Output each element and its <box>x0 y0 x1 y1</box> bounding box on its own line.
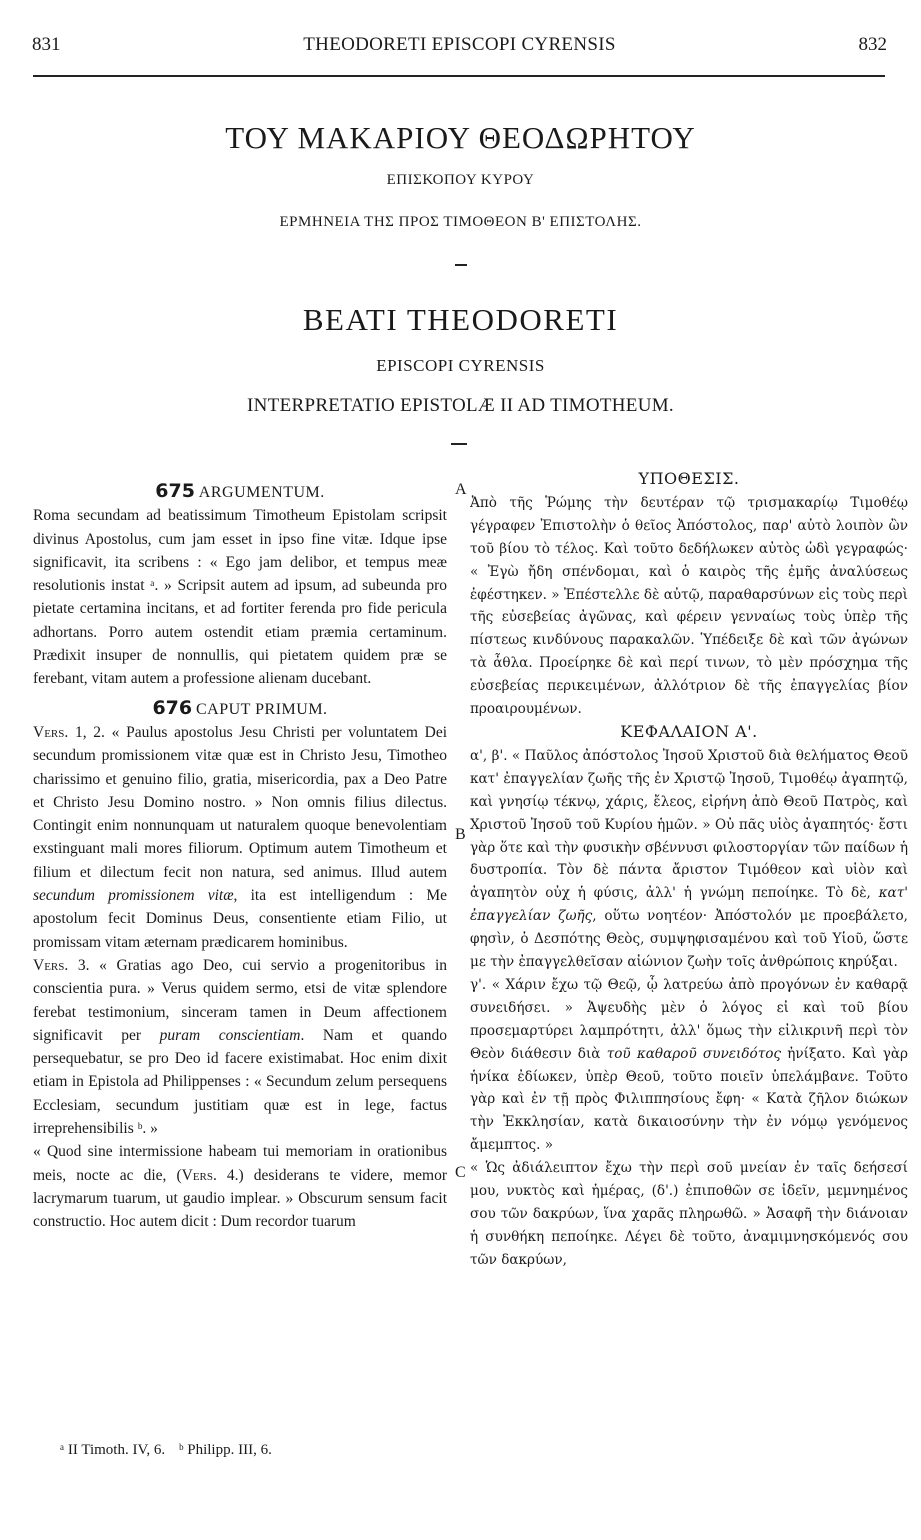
latin-work-title: INTERPRETATIO EPISTOLÆ II AD TIMOTHEUM. <box>247 395 674 416</box>
greek-column <box>470 468 908 1272</box>
verse-d-label: δ'. <box>656 1183 674 1200</box>
verse-g-text-a: « Χάριν ἔχω τῷ Θεῷ, ᾧ λατρεύω ἀπὸ προγόνων ἐν καθαρᾷ συνειδήσει. » Ἀψευδὴς μὲν ὁ λόγος εἰ καὶ τοῦ βίου προσεμαρτύρει λαμπρότητι, ἀλλ' ὅμως τὴν εἰλικρινῆ περὶ τὸν Θεὸν διάθεσιν διὰ <box>470 976 909 1062</box>
page-number-right: 832 <box>858 34 887 55</box>
argumentum-text: Roma secundam ad beatissimum Timotheum Epistolam scripsit divinus Apostolus, cum jam esset in ipso fine vitæ. Idque ipse significavit, ita scribens : « Ego jam delibor, et tempus meæ resolutionis instat ᵃ. » Scripsit autem ad ipsum, ad subeunda pro pietate certamina incitans, et ad fortiter ferenda pro fide pericula adhortans. Porro autem ostendit etiam præmia certaminum. Prædixit insuper de nonnullis, qui pietatem quidem præ se ferebant, vitam autem a professione alienam ducebant. <box>33 507 447 688</box>
hypothesis-label: ΥΠΟΘΕΣΙΣ. <box>638 469 740 488</box>
verse-4-text-b: ) desiderans te videre, memor lacrymarum tuarum, ut gaudio implear. » Obscurum sensum facit constructio. Hoc autem dicit : Dum recordor tuarum <box>33 1166 447 1231</box>
verse-ab-italic: κατ' ἐπαγγελίαν ζωῆς <box>470 885 908 925</box>
footnotes <box>60 1442 282 1459</box>
chapter-heading <box>470 721 908 745</box>
page-number-left: 831 <box>32 34 61 55</box>
verse-ab-label: α', β'. <box>470 747 508 764</box>
verse-1-quote: « Paulus apostolus Jesu Christi per voluntatem Dei secundum promissionem vitæ quæ est in Christo Jesu, Timotheo charissimo et genuino filio, gratia, misericordia, pax a Deo Patre et Christo Jesu Domino nostro. » <box>33 723 448 811</box>
margin-letter-a: A <box>455 481 467 498</box>
caput-label: CAPUT PRIMUM. <box>195 700 328 718</box>
verse-3-commentary-b: . Nam et quando persequebatur, se pro Deo id facere existimabat. Hoc enim dixit etiam in Epistola ad Philippenses : « Secundum zelum persequens Ecclesiam, secundum justitiam quæ est in lege, factus irreprehensibilis ᵇ. » <box>33 1026 447 1138</box>
hypothesis-text: Ἀπὸ τῆς Ῥώμης τὴν δευτέραν τῷ τρισμακαρίῳ Τιμοθέῳ γέγραφεν Ἐπιστολὴν ὁ θεῖος Ἀπόστολος, παρ' αὐτὸ λοιπὸν ὢν τοῦ βίου τὸ τέλος. Καὶ τοῦτο δεδήλωκεν αὐτὸς ὡδὶ γεγραφώς· « Ἐγὼ ἤδη σπένδομαι, καὶ ὁ καιρὸς τῆς ἐμῆς ἀναλύσεως ἐφέστηκεν. » Ἐπέστελλε δὲ αὐτῷ, παραθαρσύνων εἰς τοὺς περὶ τῆς εὐσεβείας ἀγῶνας, καὶ φέρειν γενναίως τοὺς ὑπὲρ τῆς πίστεως κινδύνους παρακαλῶν. Ὑπέδειξε δὲ καὶ τῶν ἀγώνων τὰ ἆθλα. Προείρηκε δὲ καὶ περί τινων, τὸ μὲν πρόσχημα τῆς εὐσεβείας περικειμένων, ἀλλότριον δὲ τῆς ἐπαγγελίας βίον προαιρουμένων. <box>470 494 909 718</box>
verse-ab-text-b: , οὕτω νοητέον· Ἀπόστολόν με προεβάλετο, φησὶν, ὁ Δεσπότης Θεὸς, συμψηφισαμένου καὶ τοῦ Υἱοῦ, ὥστε με τὴν ἐπαγγελθεῖσαν αἰώνιον ζωὴν τοῖς ἀνθρώποις κηρύξαι. <box>470 908 909 971</box>
header-rule <box>33 75 885 77</box>
running-title: THEODORETI EPISCOPI CYRENSIS <box>303 34 616 55</box>
running-head <box>32 34 887 60</box>
verse-4-label: Vers. 4. <box>181 1166 239 1184</box>
hypothesis-heading <box>470 468 908 492</box>
caput-heading <box>33 697 447 721</box>
verse-4-text-a: « Quod sine intermissione habeam tui memoriam in orationibus meis, nocte ac die, ( <box>33 1143 447 1184</box>
verse-g-paragraph <box>470 974 908 1157</box>
greek-work-title: ΕΡΜΗΝΕΙΑ ΤΗΣ ΠΡΟΣ ΤΙΜΟΘΕΟΝ Β' ΕΠΙΣΤΟΛΗΣ. <box>279 214 642 230</box>
latin-title: BEATI THEODORETI <box>302 302 619 337</box>
latin-column <box>33 480 447 1234</box>
verse-1-commentary-b: , ita est intelligendum : Me apostolum fecit Dominus Deus, consentiente etiam Filio, ut promissam vitam æternam prædicarem hominibus. <box>33 887 448 951</box>
greek-title: ΤΟΥ ΜΑΚΑΡΙΟΥ ΘΕΟΔΩΡΗΤΟΥ <box>225 120 696 155</box>
verse-4-paragraph <box>33 1140 447 1233</box>
chapter-label: ΚΕΦΑΛΑΙΟΝ Α'. <box>620 721 758 741</box>
heading-divider-2 <box>451 443 467 445</box>
verse-1-label: Vers. 1, 2. <box>33 723 105 741</box>
footnote-b: ᵇ Philipp. III, 6. <box>178 1442 272 1458</box>
argumentum-number: 675 <box>155 480 195 502</box>
heading-divider <box>455 264 467 266</box>
verse-ab-paragraph <box>470 745 908 974</box>
argumentum-label: ARGUMENTUM. <box>198 484 325 501</box>
verse-g-italic: τοῦ καθαροῦ συνειδότος <box>606 1045 782 1062</box>
verse-3-paragraph <box>33 954 447 1140</box>
verse-1-italic: secundum promissionem vitæ <box>33 887 234 905</box>
verse-3-label: Vers. 3. <box>33 956 90 974</box>
verse-g-text-b: ἠνίξατο. Καὶ γὰρ ἡνίκα ἐδίωκεν, ὑπὲρ Θεοῦ, τοῦτο ποιεῖν ὑπελάμβανε. Τοῦτο γὰρ καὶ ἐν τῇ πρὸς Φιλιππησίους ἔφη· « Κατὰ ζῆλον διώκων τὴν Ἐκκλησίαν, κατὰ δικαιοσύνην τὴν ἐν νόμῳ γενόμενος ἄμεμπτος. » <box>470 1045 908 1154</box>
verse-d-text-a: « Ὡς ἀδιάλειπτον ἔχω τὴν περὶ σοῦ μνείαν ἐν ταῖς δεήσεσί μου, νυκτὸς καὶ ἡμέρας, ( <box>470 1160 908 1200</box>
margin-letter-c: C <box>455 1164 466 1181</box>
verse-g-label: γ'. <box>470 976 487 993</box>
margin-letter-b: B <box>455 826 466 843</box>
caput-number: 676 <box>152 696 193 719</box>
latin-subtitle: EPISCOPI CYRENSIS <box>376 356 545 375</box>
footnote-a: ᵃ II Timoth. IV, 6. <box>60 1442 166 1458</box>
verse-d-text-b: ) ἐπιποθῶν σε ἰδεῖν, μεμνημένος σου τῶν δακρύων, ἵνα χαρᾶς πληρωθῶ. » Ἀσαφῆ τὴν διάνοιαν ἡ συνθήκη πεποίηκε. Λέγει δὲ τοῦτο, ἀναμιμνησκόμενός σου τῶν δακρύων, <box>470 1183 909 1268</box>
argumentum-heading <box>33 480 447 504</box>
verse-1-commentary-a: Non omnis filius dilectus. Contingit enim nonnunquam ut naturalem quoque benevolentiam exstinguant mali mores filiorum. Optimum autem Timotheum et filium et dilectum fecit non natura, sed animus. Illud autem <box>33 793 447 881</box>
verse-1-paragraph <box>33 721 447 954</box>
verse-3-quote: « Gratias ago Deo, cui servio a progenitoribus in conscientia pura. » <box>33 956 447 998</box>
greek-subtitle: ΕΠΙΣΚΟΠΟΥ ΚΥΡΟΥ <box>386 172 535 188</box>
verse-ab-text-a: « Παῦλος ἀπόστολος Ἰησοῦ Χριστοῦ διὰ θελήματος Θεοῦ κατ' ἐπαγγελίαν ζωῆς τῆς ἐν Χριστῷ Ἰησοῦ, Τιμοθέῳ ἀγαπητῷ, καὶ γνησίῳ τέκνῳ, χάρις, ἔλεος, εἰρήνη ἀπὸ Θεοῦ Πατρὸς, καὶ Χριστοῦ Ἰησοῦ τοῦ Κυρίου ἡμῶν. » Οὐ πᾶς υἱὸς ἀγαπητός· ἔστι γὰρ ὅτε καὶ τὴν φυσικὴν σβέννυσι φιλοστοργίαν τῶν παίδων ἡ δυστροπία. Τὸν δὲ πάντα ἄριστον Τιμόθεον καὶ υἱὸν καὶ ἀγαπητὸν οὐχ ἡ φύσις, ἀλλ' ἡ γνώμη πεποίηκε. Τὸ δὲ, <box>470 747 909 902</box>
verse-3-italic: puram conscientiam <box>159 1026 301 1044</box>
verse-d-paragraph <box>470 1157 908 1272</box>
verse-3-commentary-a: Verus quidem sermo, etsi de vitæ splendore ferebat testimonium, sinceram tamen in Deum affectionem significavit per <box>33 980 447 1044</box>
